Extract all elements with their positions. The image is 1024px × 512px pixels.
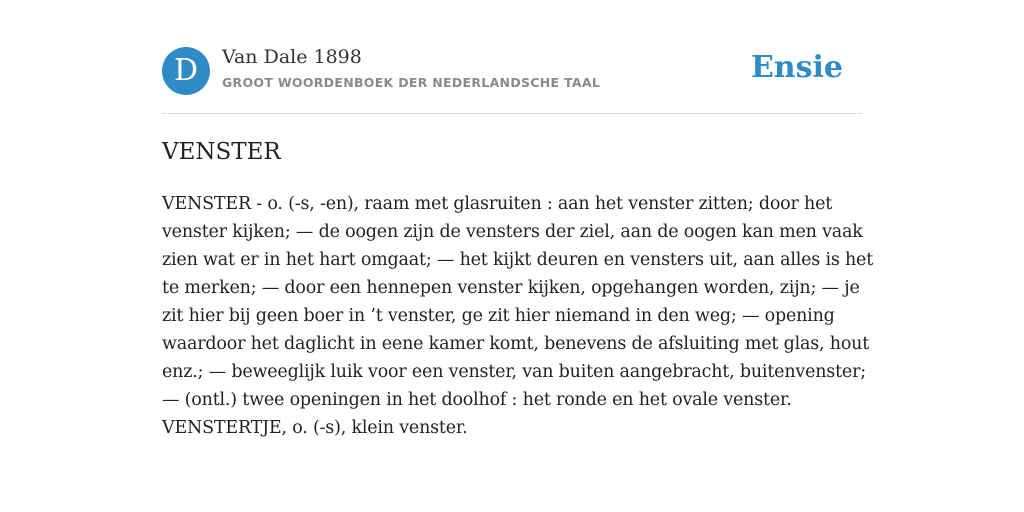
header-divider bbox=[162, 113, 862, 114]
ensie-logo[interactable]: Ensie bbox=[750, 50, 843, 85]
source-title-link[interactable]: Van Dale 1898 bbox=[222, 46, 362, 68]
definition-line: VENSTERTJE, o. (-s), klein venster. bbox=[162, 418, 468, 438]
entry-heading: VENSTER bbox=[162, 139, 281, 165]
definition-line: zien wat er in het hart omgaat; — het kijkt deuren en vensters uit, aan alles is het bbox=[162, 250, 874, 270]
definition-line: waardoor het daglicht in eene kamer komt, benevens de afsluiting met glas, hout bbox=[162, 334, 870, 354]
definition-line: te merken; — door een hennepen venster kijken, opgehangen worden, zijn; — je bbox=[162, 278, 860, 298]
definition-line: — (ontl.) twee openingen in het doolhof : het ronde en het ovale venster. bbox=[162, 390, 792, 410]
dictionary-avatar[interactable]: D bbox=[162, 47, 210, 95]
entry-definition bbox=[162, 190, 874, 442]
source-subtitle: GROOT WOORDENBOEK DER NEDERLANDSCHE TAAL bbox=[222, 75, 601, 90]
definition-line: venster kijken; — de oogen zijn de vensters der ziel, aan de oogen kan men vaak bbox=[162, 222, 863, 242]
definition-line: zit hier bij geen boer in ’t venster, ge zit hier niemand in den weg; — opening bbox=[162, 306, 835, 326]
definition-line: enz.; — beweeglijk luik voor een venster, van buiten aangebracht, buitenvenster; bbox=[162, 362, 866, 382]
definition-line: VENSTER - o. (-s, -en), raam met glasruiten : aan het venster zitten; door het bbox=[162, 194, 833, 214]
